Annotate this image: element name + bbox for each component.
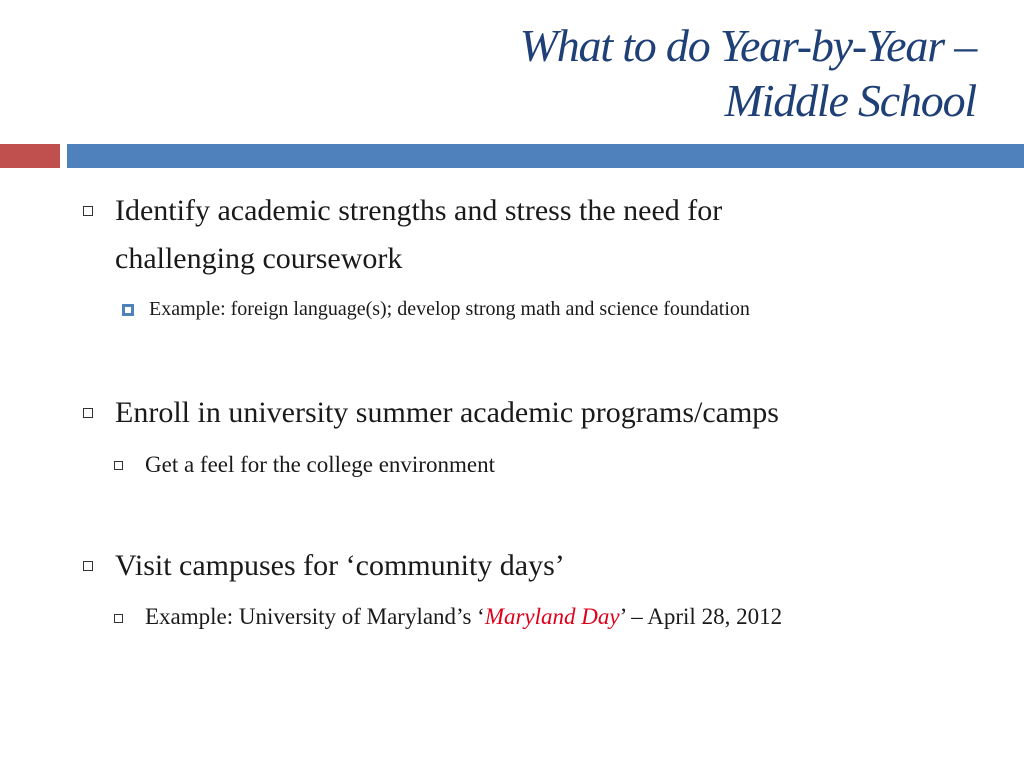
slide-title — [176, 18, 976, 128]
accent-bar-blue — [67, 144, 1024, 168]
square-bullet-icon — [114, 461, 123, 470]
bullet-1-line-1: Identify academic strengths and stress the need for — [115, 194, 723, 227]
slide-title-line-1: What to do Year-by-Year – — [519, 20, 976, 71]
filled-square-bullet-icon — [122, 304, 134, 316]
bullet-3-sub-prefix: Example: University of Maryland’s ‘ — [145, 604, 485, 629]
square-bullet-icon — [83, 206, 93, 216]
square-bullet-icon — [114, 614, 123, 623]
bullet-1-sub: Example: foreign language(s); develop strong math and science foundation — [149, 298, 750, 320]
bullet-1-line-2: challenging coursework — [115, 242, 403, 275]
bullet-3-sub-suffix: ’ – April 28, 2012 — [619, 604, 783, 629]
bullet-3-sub — [145, 602, 782, 632]
square-bullet-icon — [83, 561, 93, 571]
bullet-2-text: Enroll in university summer academic programs/camps — [115, 396, 779, 429]
bullet-3-text: Visit campuses for ‘community days’ — [115, 549, 565, 582]
square-bullet-icon — [83, 408, 93, 418]
accent-bar-red — [0, 144, 60, 168]
maryland-day-emphasis: Maryland Day — [484, 604, 620, 629]
slide-title-line-2: Middle School — [724, 75, 976, 126]
bullet-2-sub: Get a feel for the college environment — [145, 452, 495, 477]
